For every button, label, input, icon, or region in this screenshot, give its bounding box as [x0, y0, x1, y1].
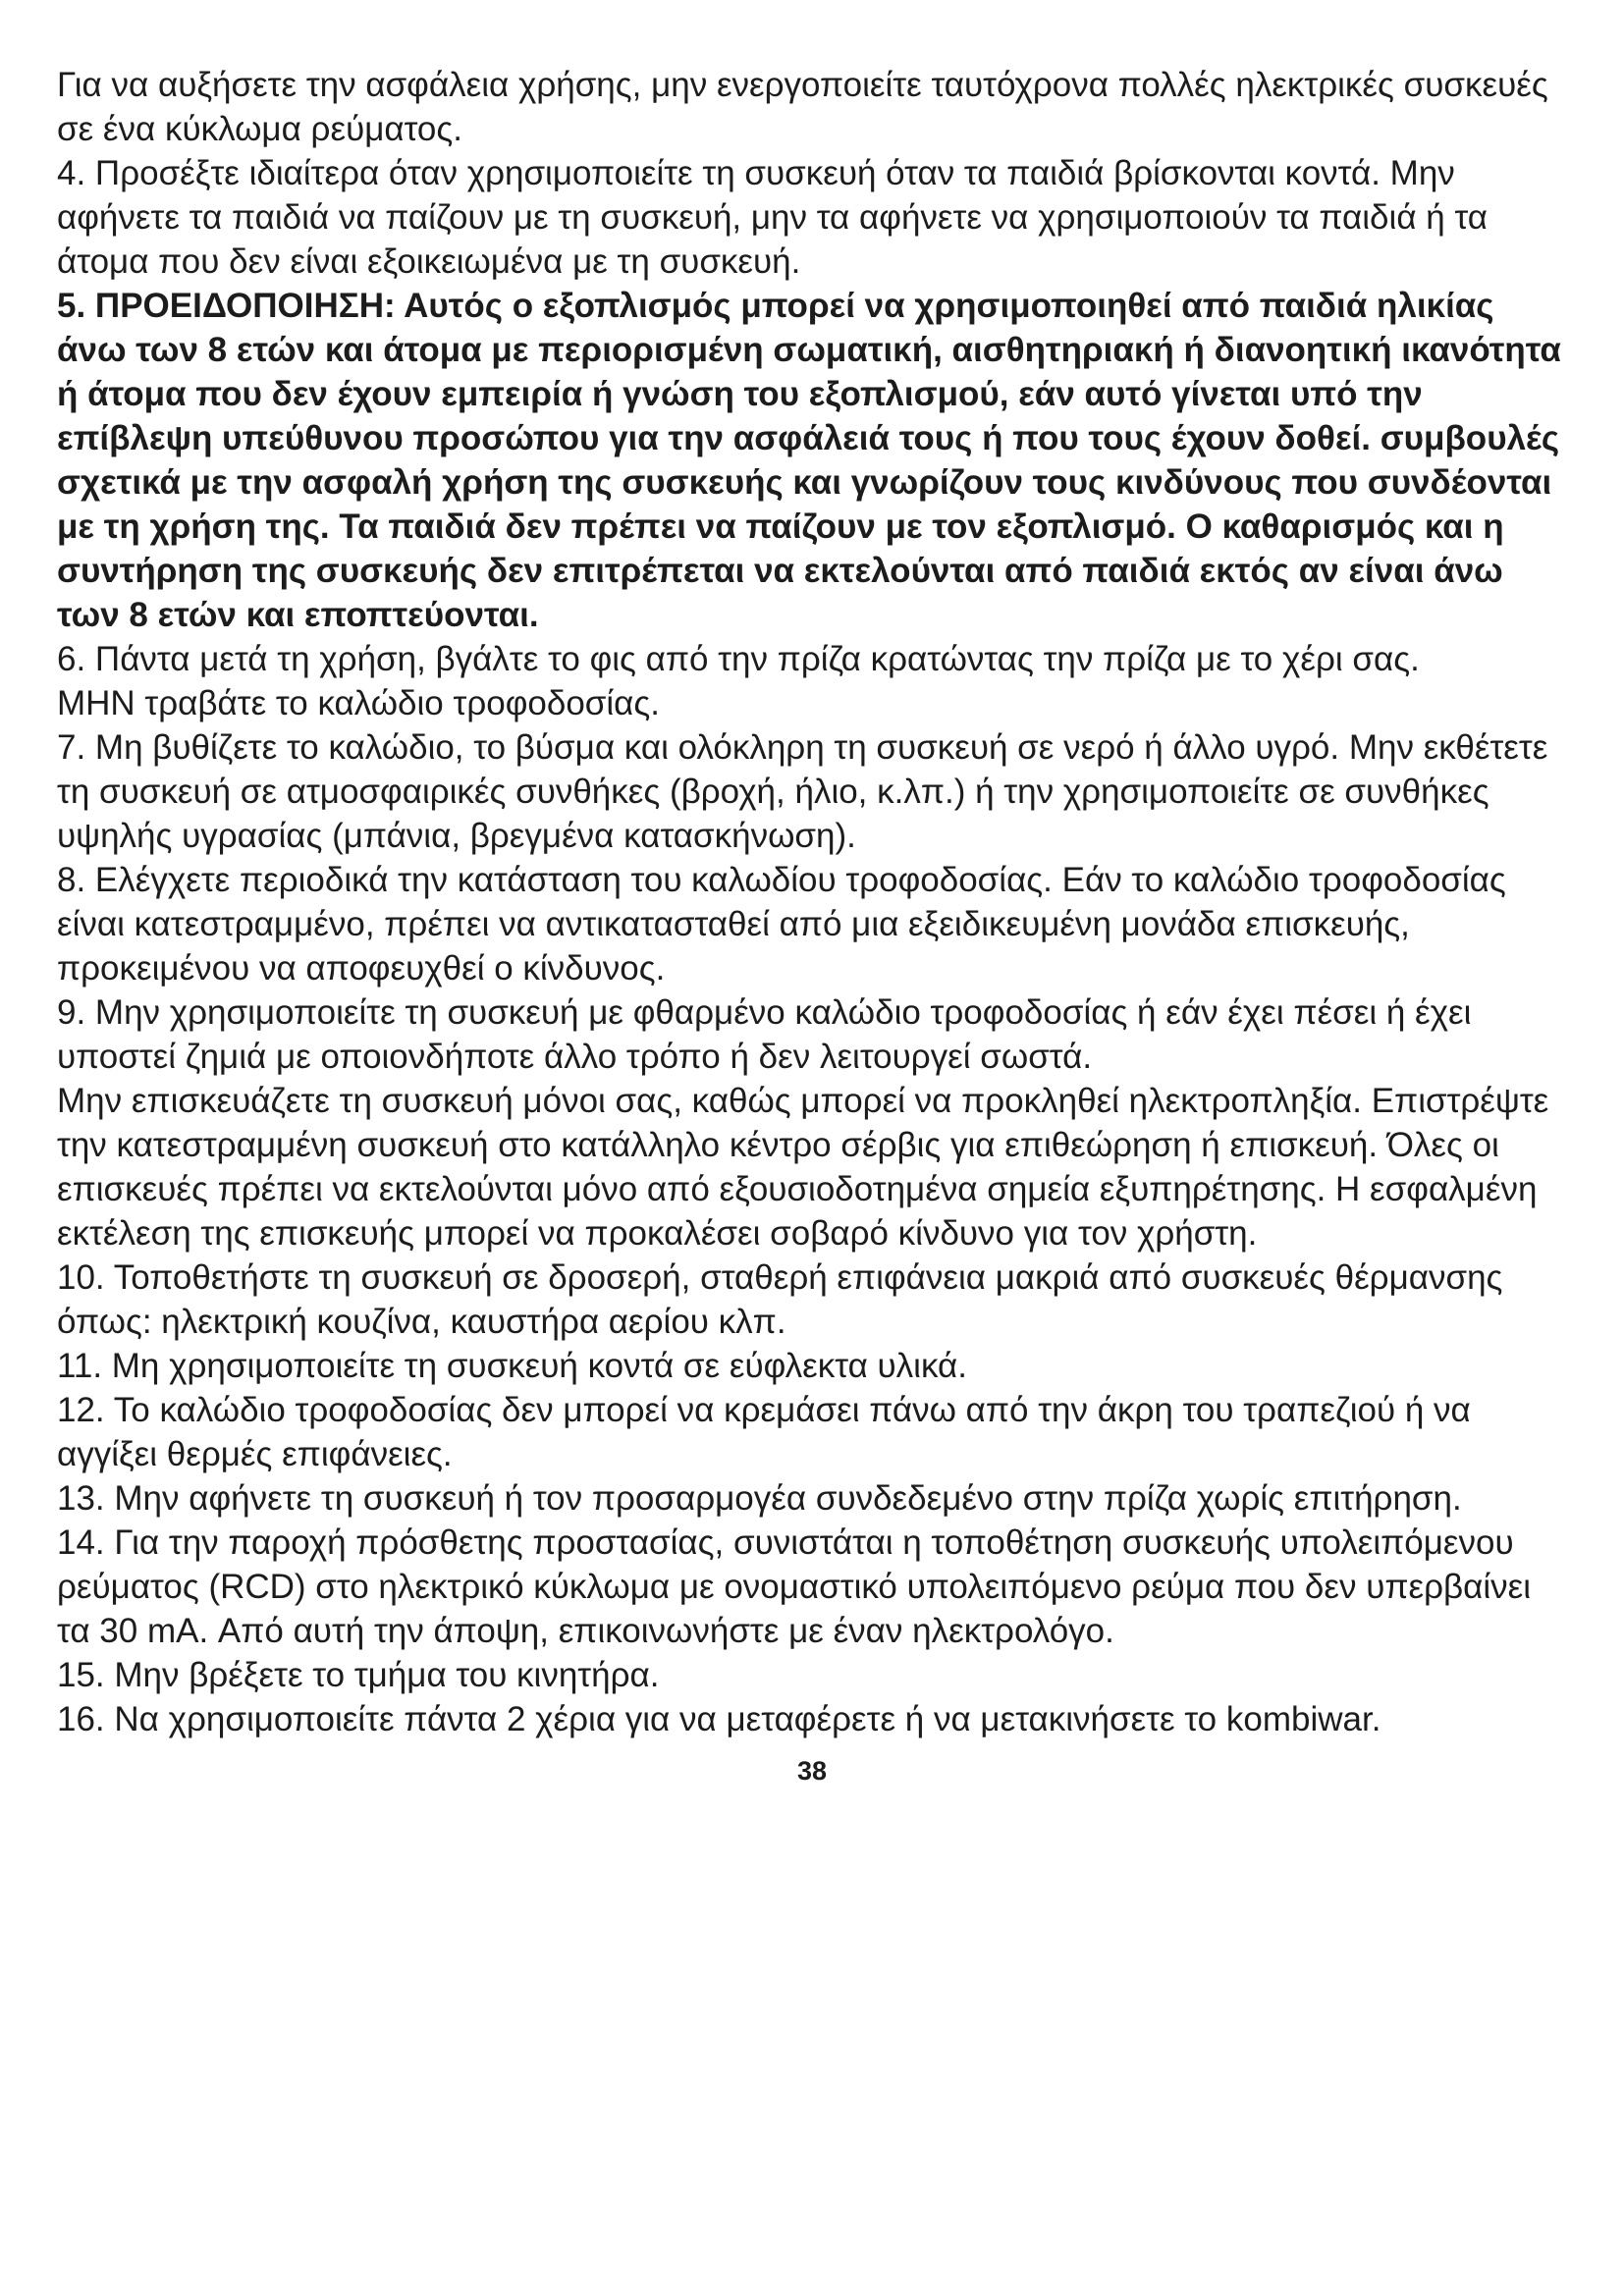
paragraphs-container	[57, 63, 1567, 1741]
paragraph: 14. Για την παροχή πρόσθετης προστασίας, συνιστάται η τοποθέτηση συσκευής υπολειπόμενου ρεύματος (RCD) στο ηλεκτρικό κύκλωμα με ονομαστικό υπολειπόμενο ρεύμα που δεν υπερβαίνει τα 30 mA. Από αυτή την άποψη, επικοινωνήστε με έναν ηλεκτρολόγο.	[57, 1523, 1532, 1650]
paragraph: 13. Μην αφήνετε τη συσκευή ή τον προσαρμογέα συνδεδεμένο στην πρίζα χωρίς επιτήρηση.	[57, 1479, 1462, 1518]
paragraph: 15. Μην βρέξετε το τμήμα του κινητήρα.	[57, 1656, 660, 1694]
warning-paragraph: 5. ΠΡΟΕΙΔΟΠΟΙΗΣΗ: Αυτός ο εξοπλισμός μπορεί να χρησιμοποιηθεί από παιδιά ηλικίας άνω των 8 ετών και άτομα με περιορισμένη σωματική, αισθητηριακή ή διανοητική ικανότητα ή άτομα που δεν έχουν εμπειρία ή γνώση του εξοπλισμού, εάν αυτό γίνεται υπό την επίβλεψη υπεύθυνου προσώπου για την ασφάλειά τους ή που τους έχουν δοθεί. συμβουλές σχετικά με την ασφαλή χρήση της συσκευής και γνωρίζουν τους κινδύνους που συνδέονται με τη χρήση της. Τα παιδιά δεν πρέπει να παίζουν με τον εξοπλισμό. Ο καθαρισμός και η συντήρηση της συσκευής δεν επιτρέπεται να εκτελούνται από παιδιά εκτός αν είναι άνω των 8 ετών και εποπτεύονται.	[57, 287, 1561, 634]
paragraph: 12. Το καλώδιο τροφοδοσίας δεν μπορεί να κρεμάσει πάνω από την άκρη του τραπεζιού ή να αγγίξει θερμές επιφάνειες.	[57, 1391, 1471, 1473]
paragraph: 11. Μη χρησιμοποιείτε τη συσκευή κοντά σε εύφλεκτα υλικά.	[57, 1347, 967, 1385]
paragraph: 10. Τοποθετήστε τη συσκευή σε δροσερή, σταθερή επιφάνεια μακριά από συσκευές θέρμανσης όπως: ηλεκτρική κουζίνα, καυστήρα αερίου κλπ.	[57, 1258, 1503, 1341]
paragraph: 7. Μη βυθίζετε το καλώδιο, το βύσμα και ολόκληρη τη συσκευή σε νερό ή άλλο υγρό. Μην εκθέτετε τη συσκευή σε ατμοσφαιρικές συνθήκες (βροχή, ήλιο, κ.λπ.) ή την χρησιμοποιείτε σε συνθήκες υψηλής υγρασίας (μπάνια, βρεγμένα κατασκήνωση).	[57, 728, 1548, 855]
paragraph: 4. Προσέξτε ιδιαίτερα όταν χρησιμοποιείτε τη συσκευή όταν τα παιδιά βρίσκονται κοντά. Μην αφήνετε τα παιδιά να παίζουν με τη συσκευή, μην τα αφήνετε να χρησιμοποιούν τα παιδιά ή τα άτομα που δεν είναι εξοικειωμένα με τη συσκευή.	[57, 154, 1489, 281]
paragraph: 8. Ελέγχετε περιοδικά την κατάσταση του καλωδίου τροφοδοσίας. Εάν το καλώδιο τροφοδοσίας είναι κατεστραμμένο, πρέπει να αντικατασταθεί από μια εξειδικευμένη μονάδα επισκευής, προκειμένου να αποφευχθεί ο κίνδυνος.	[57, 861, 1506, 988]
paragraph: 9. Μην χρησιμοποιείτε τη συσκευή με φθαρμένο καλώδιο τροφοδοσίας ή εάν έχει πέσει ή έχει υποστεί ζημιά με οποιονδήποτε άλλο τρόπο ή δεν λειτουργεί σωστά. Μην επισκευάζετε τη συσκευή μόνοι σας, καθώς μπορεί να προκληθεί ηλεκτροπληξία. Επιστρέψτε την κατεστραμμένη συσκευή στο κατάλληλο κέντρο σέρβις για επιθεώρηση ή επισκευή. Όλες οι επισκευές πρέπει να εκτελούνται μόνο από εξουσιοδοτημένα σημεία εξυπηρέτησης. Η εσφαλμένη εκτέλεση της επισκευής μπορεί να προκαλέσει σοβαρό κίνδυνο για τον χρήστη.	[57, 993, 1549, 1253]
paragraph: 6. Πάντα μετά τη χρήση, βγάλτε το φις από την πρίζα κρατώντας την πρίζα με το χέρι σας. ΜΗΝ τραβάτε το καλώδιο τροφοδοσίας.	[57, 640, 1420, 722]
paragraph: 16. Να χρησιμοποιείτε πάντα 2 χέρια για να μεταφέρετε ή να μετακινήσετε το kombiwar.	[57, 1700, 1381, 1738]
page-number: 38	[796, 1756, 828, 1786]
paragraph: Για να αυξήσετε την ασφάλεια χρήσης, μην ενεργοποιείτε ταυτόχρονα πολλές ηλεκτρικές συσκευές σε ένα κύκλωμα ρεύματος.	[57, 66, 1548, 148]
